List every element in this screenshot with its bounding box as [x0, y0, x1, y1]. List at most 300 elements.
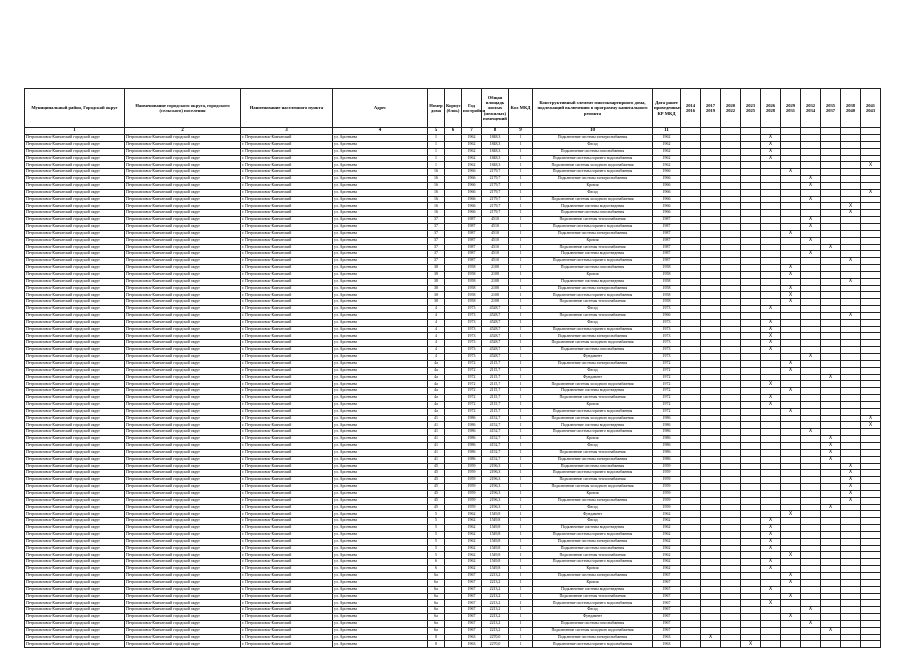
period-cell-4 — [741, 217, 761, 224]
period-cell-3 — [721, 573, 741, 580]
block-cell — [445, 319, 462, 326]
period-cell-4 — [741, 531, 761, 538]
period-cell-4 — [741, 333, 761, 340]
locality-cell: г. Петропавловск-Камчатский — [241, 429, 333, 436]
area-cell: 4152,7 — [482, 436, 509, 443]
build-year-cell: 1987 — [462, 217, 482, 224]
period-cell-4 — [741, 169, 761, 176]
prior-repair-date-cell: 1958 — [653, 271, 681, 278]
period-cell-1 — [681, 271, 701, 278]
period-cell-10 — [861, 374, 881, 381]
period-cell-4 — [741, 347, 761, 354]
locality-cell: г. Петропавловск-Камчатский — [241, 360, 333, 367]
settlement-cell: Петропавловск-Камчатский городской округ — [125, 504, 241, 511]
element-cell: Подключение системы теплоснабжения — [533, 552, 653, 559]
settlement-cell: Петропавловск-Камчатский городской округ — [125, 162, 241, 169]
period-cell-3 — [721, 278, 741, 285]
district-cell: Петропавловск-Камчатский городской округ — [25, 367, 125, 374]
settlement-cell: Петропавловск-Камчатский городской округ — [125, 429, 241, 436]
address-cell: ул. Арсеньева — [333, 319, 428, 326]
period-cell-6 — [781, 217, 801, 224]
settlement-cell: Петропавловск-Камчатский городской округ — [125, 559, 241, 566]
district-cell: Петропавловск-Камчатский городской округ — [25, 415, 125, 422]
house-number-cell: 4 — [428, 347, 445, 354]
period-cell-6 — [781, 600, 801, 607]
period-cell-9 — [841, 155, 861, 162]
settlement-cell: Петропавловск-Камчатский городской округ — [125, 223, 241, 230]
element-cell: Фасад — [533, 319, 653, 326]
period-cell-4 — [741, 265, 761, 272]
mkd-count-cell: 1 — [509, 627, 533, 634]
period-cell-6 — [781, 614, 801, 621]
period-cell-10 — [861, 148, 881, 155]
mkd-count-cell: 1 — [509, 579, 533, 586]
repair-mark: X — [768, 154, 773, 161]
period-cell-9 — [841, 162, 861, 169]
area-cell: 1549,8 — [482, 531, 509, 538]
house-number-cell: 38 — [428, 265, 445, 272]
period-cell-4 — [741, 148, 761, 155]
house-number-cell: 45 — [428, 484, 445, 491]
period-cell-7 — [801, 271, 821, 278]
period-cell-1 — [681, 333, 701, 340]
period-cell-10 — [861, 258, 881, 265]
locality-cell: г. Петропавловск-Камчатский — [241, 223, 333, 230]
period-cell-3 — [721, 265, 741, 272]
build-year-cell: 1958 — [462, 285, 482, 292]
house-number-cell: 6 — [428, 566, 445, 573]
period-cell-7 — [801, 299, 821, 306]
area-cell: 4152,7 — [482, 415, 509, 422]
period-cell-9 — [841, 538, 861, 545]
district-cell: Петропавловск-Камчатский городской округ — [25, 620, 125, 627]
settlement-cell: Петропавловск-Камчатский городской округ — [125, 545, 241, 552]
period-cell-4 — [741, 545, 761, 552]
locality-cell: г. Петропавловск-Камчатский — [241, 217, 333, 224]
period-cell-7 — [801, 436, 821, 443]
period-cell-2 — [701, 415, 721, 422]
mkd-count-cell: 1 — [509, 217, 533, 224]
prior-repair-date-cell: 1962 — [653, 545, 681, 552]
element-cell: Подключение системы электроснабжения — [533, 285, 653, 292]
settlement-cell: Петропавловск-Камчатский городской округ — [125, 333, 241, 340]
address-cell: ул. Арсеньева — [333, 196, 428, 203]
prior-repair-date-cell: 1986 — [653, 449, 681, 456]
district-cell: Петропавловск-Камчатский городской округ — [25, 586, 125, 593]
locality-cell: г. Петропавловск-Камчатский — [241, 511, 333, 518]
period-cell-5 — [761, 627, 781, 634]
element-cell: Подключение системы электроснабжения — [533, 634, 653, 641]
prior-repair-date-cell: 1972 — [653, 374, 681, 381]
period-cell-2 — [701, 162, 721, 169]
period-cell-6 — [781, 477, 801, 484]
build-year-cell: 1986 — [462, 429, 482, 436]
period-cell-5 — [761, 497, 781, 504]
period-cell-4 — [741, 525, 761, 532]
locality-cell: г. Петропавловск-Камчатский — [241, 196, 333, 203]
period-cell-7 — [801, 395, 821, 402]
area-cell: 2115,7 — [482, 395, 509, 402]
table-row — [25, 579, 881, 586]
element-cell: Подключение системы горячего водоснабжения — [533, 429, 653, 436]
period-cell-2 — [701, 354, 721, 361]
district-cell: Петропавловск-Камчатский городской округ — [25, 162, 125, 169]
period-cell-5 — [761, 634, 781, 641]
period-cell-1 — [681, 579, 701, 586]
area-cell: 2213,2 — [482, 573, 509, 580]
table-row — [25, 607, 881, 614]
locality-cell: г. Петропавловск-Камчатский — [241, 265, 333, 272]
period-cell-2 — [701, 497, 721, 504]
block-cell — [445, 641, 462, 648]
address-cell: ул. Арсеньева — [333, 634, 428, 641]
period-cell-8 — [821, 552, 841, 559]
district-cell: Петропавловск-Камчатский городской округ — [25, 203, 125, 210]
period-cell-5 — [761, 217, 781, 224]
period-cell-3 — [721, 182, 741, 189]
element-cell: Кровля — [533, 436, 653, 443]
table-row — [25, 381, 881, 388]
house-number-cell: 41 — [428, 415, 445, 422]
house-number-cell: 5 — [428, 552, 445, 559]
period-cell-10 — [861, 162, 881, 169]
build-year-cell: 1987 — [462, 258, 482, 265]
table-row — [25, 189, 881, 196]
period-cell-9 — [841, 265, 861, 272]
element-cell: Кровля — [533, 490, 653, 497]
address-cell: ул. Арсеньева — [333, 155, 428, 162]
period-cell-5 — [761, 155, 781, 162]
table-row — [25, 388, 881, 395]
element-cell: Фасад — [533, 306, 653, 313]
period-cell-3 — [721, 408, 741, 415]
block-cell — [445, 559, 462, 566]
repair-mark: X — [708, 633, 713, 640]
prior-repair-date-cell: 1959 — [653, 463, 681, 470]
period-cell-8 — [821, 545, 841, 552]
period-cell-1 — [681, 141, 701, 148]
period-cell-1 — [681, 511, 701, 518]
repair-mark: X — [848, 209, 853, 216]
area-cell: 2213,2 — [482, 620, 509, 627]
period-cell-1 — [681, 265, 701, 272]
period-cell-6 — [781, 388, 801, 395]
area-cell: 2213,2 — [482, 614, 509, 621]
period-cell-1 — [681, 552, 701, 559]
locality-cell: г. Петропавловск-Камчатский — [241, 292, 333, 299]
period-cell-6 — [781, 299, 801, 306]
table-row — [25, 442, 881, 449]
prior-repair-date-cell: 1966 — [653, 196, 681, 203]
period-cell-10 — [861, 381, 881, 388]
period-cell-4 — [741, 395, 761, 402]
house-number-cell: 4 — [428, 333, 445, 340]
period-cell-10 — [861, 251, 881, 258]
period-cell-4 — [741, 579, 761, 586]
period-cell-10 — [861, 217, 881, 224]
period-cell-9 — [841, 148, 861, 155]
period-cell-1 — [681, 203, 701, 210]
prior-repair-date-cell: 1987 — [653, 244, 681, 251]
column-number-7: 7 — [462, 128, 482, 135]
area-cell: 1848,3 — [482, 135, 509, 142]
address-cell: ул. Арсеньева — [333, 176, 428, 183]
period-cell-4 — [741, 484, 761, 491]
period-cell-6 — [781, 415, 801, 422]
period-cell-4 — [741, 258, 761, 265]
period-cell-4 — [741, 381, 761, 388]
house-number-cell: 45 — [428, 470, 445, 477]
period-cell-9 — [841, 579, 861, 586]
period-cell-7 — [801, 456, 821, 463]
address-cell: ул. Арсеньева — [333, 367, 428, 374]
period-cell-2 — [701, 614, 721, 621]
district-cell: Петропавловск-Камчатский городской округ — [25, 579, 125, 586]
block-cell — [445, 148, 462, 155]
period-cell-6 — [781, 408, 801, 415]
period-cell-5 — [761, 477, 781, 484]
area-cell: 4528,7 — [482, 326, 509, 333]
period-cell-2 — [701, 278, 721, 285]
period-cell-5 — [761, 360, 781, 367]
period-cell-3 — [721, 552, 741, 559]
period-cell-9 — [841, 223, 861, 230]
period-cell-10 — [861, 456, 881, 463]
area-cell: 2115,7 — [482, 360, 509, 367]
area-cell: 1848,3 — [482, 148, 509, 155]
period-cell-10 — [861, 531, 881, 538]
element-cell: Подключение системы газоснабжения — [533, 210, 653, 217]
period-cell-10 — [861, 388, 881, 395]
block-cell — [445, 504, 462, 511]
repair-mark: X — [768, 147, 773, 154]
period-cell-2 — [701, 135, 721, 142]
address-cell: ул. Арсеньева — [333, 497, 428, 504]
period-cell-8 — [821, 258, 841, 265]
area-cell: 1549,8 — [482, 538, 509, 545]
address-cell: ул. Арсеньева — [333, 477, 428, 484]
table-row — [25, 470, 881, 477]
table-body — [25, 135, 881, 648]
column-header-1: Муниципальный район, Городской округ — [25, 89, 125, 128]
house-number-cell: 4а — [428, 381, 445, 388]
block-cell — [445, 620, 462, 627]
period-cell-4 — [741, 230, 761, 237]
period-cell-4 — [741, 490, 761, 497]
house-number-cell: 37 — [428, 230, 445, 237]
district-cell: Петропавловск-Камчатский городской округ — [25, 429, 125, 436]
period-cell-7 — [801, 463, 821, 470]
build-year-cell: 1986 — [462, 415, 482, 422]
block-cell — [445, 422, 462, 429]
period-cell-8 — [821, 456, 841, 463]
prior-repair-date-cell: 1972 — [653, 401, 681, 408]
period-cell-8 — [821, 354, 841, 361]
repair-mark: X — [828, 442, 833, 449]
period-cell-10 — [861, 545, 881, 552]
period-cell-3 — [721, 189, 741, 196]
area-cell: 2270,0 — [482, 641, 509, 648]
period-cell-10 — [861, 237, 881, 244]
house-number-cell: 16 — [428, 169, 445, 176]
repair-mark: X — [808, 216, 813, 223]
build-year-cell: 1962 — [462, 525, 482, 532]
repair-mark: X — [828, 503, 833, 510]
column-header-10: Конструктивный элемент многоквартирного дома, подлежащий включению в программу капитального ремонта — [533, 89, 653, 128]
district-cell: Петропавловск-Камчатский городской округ — [25, 559, 125, 566]
period-cell-3 — [721, 340, 741, 347]
area-cell: 4528,7 — [482, 347, 509, 354]
address-cell: ул. Арсеньева — [333, 545, 428, 552]
period-cell-5 — [761, 442, 781, 449]
address-cell: ул. Арсеньева — [333, 292, 428, 299]
address-cell: ул. Арсеньева — [333, 531, 428, 538]
period-cell-10 — [861, 552, 881, 559]
mkd-count-cell: 1 — [509, 340, 533, 347]
area-cell: 2213,2 — [482, 627, 509, 634]
period-cell-6 — [781, 182, 801, 189]
period-cell-7 — [801, 182, 821, 189]
period-cell-7 — [801, 573, 821, 580]
table-row — [25, 422, 881, 429]
period-cell-9 — [841, 429, 861, 436]
district-cell: Петропавловск-Камчатский городской округ — [25, 278, 125, 285]
period-cell-9 — [841, 401, 861, 408]
locality-cell: г. Петропавловск-Камчатский — [241, 415, 333, 422]
period-cell-7 — [801, 518, 821, 525]
block-cell — [445, 155, 462, 162]
period-cell-4 — [741, 326, 761, 333]
period-cell-8 — [821, 374, 841, 381]
period-cell-7 — [801, 265, 821, 272]
settlement-cell: Петропавловск-Камчатский городской округ — [125, 148, 241, 155]
build-year-cell: 1967 — [462, 586, 482, 593]
period-cell-2 — [701, 593, 721, 600]
locality-cell: г. Петропавловск-Камчатский — [241, 169, 333, 176]
house-number-cell: 45 — [428, 463, 445, 470]
element-cell: Подключение системы холодного водоснабжения — [533, 381, 653, 388]
period-cell-8 — [821, 333, 841, 340]
house-number-cell: 45 — [428, 490, 445, 497]
address-cell: ул. Арсеньева — [333, 470, 428, 477]
period-cell-5 — [761, 545, 781, 552]
element-cell: Подключение системы теплоснабжения — [533, 312, 653, 319]
house-number-cell: 1 — [428, 148, 445, 155]
mkd-count-cell: 1 — [509, 210, 533, 217]
address-cell: ул. Арсеньева — [333, 141, 428, 148]
prior-repair-date-cell: 1987 — [653, 217, 681, 224]
area-cell: 2213,2 — [482, 600, 509, 607]
element-cell: Подключение системы горячего водоснабжения — [533, 292, 653, 299]
block-cell — [445, 388, 462, 395]
period-cell-7 — [801, 408, 821, 415]
locality-cell: г. Петропавловск-Камчатский — [241, 141, 333, 148]
build-year-cell: 1962 — [462, 559, 482, 566]
period-cell-7 — [801, 285, 821, 292]
period-cell-1 — [681, 223, 701, 230]
district-cell: Петропавловск-Камчатский городской округ — [25, 340, 125, 347]
period-cell-2 — [701, 566, 721, 573]
table-row — [25, 614, 881, 621]
prior-repair-date-cell: 1972 — [653, 388, 681, 395]
table-row — [25, 354, 881, 361]
period-cell-4 — [741, 518, 761, 525]
repair-mark: X — [768, 339, 773, 346]
repair-mark: X — [768, 346, 773, 353]
mkd-count-cell: 1 — [509, 634, 533, 641]
district-cell: Петропавловск-Камчатский городской округ — [25, 285, 125, 292]
prior-repair-date-cell: 1966 — [653, 210, 681, 217]
table-row — [25, 333, 881, 340]
period-cell-5 — [761, 641, 781, 648]
table-row — [25, 237, 881, 244]
block-cell — [445, 244, 462, 251]
settlement-cell: Петропавловск-Камчатский городской округ — [125, 265, 241, 272]
period-cell-5 — [761, 408, 781, 415]
period-cell-1 — [681, 395, 701, 402]
period-cell-9 — [841, 449, 861, 456]
period-cell-2 — [701, 607, 721, 614]
house-number-cell: 16 — [428, 210, 445, 217]
period-cell-3 — [721, 614, 741, 621]
period-cell-7 — [801, 593, 821, 600]
element-cell: Подключение системы электроснабжения — [533, 135, 653, 142]
area-cell: 4510 — [482, 217, 509, 224]
period-cell-2 — [701, 531, 721, 538]
block-cell — [445, 607, 462, 614]
period-cell-10 — [861, 449, 881, 456]
build-year-cell: 1962 — [462, 518, 482, 525]
period-cell-6 — [781, 135, 801, 142]
district-cell: Петропавловск-Камчатский городской округ — [25, 470, 125, 477]
mkd-count-cell: 1 — [509, 203, 533, 210]
block-cell — [445, 162, 462, 169]
block-cell — [445, 312, 462, 319]
period-cell-3 — [721, 579, 741, 586]
period-cell-10 — [861, 442, 881, 449]
prior-repair-date-cell: 1962 — [653, 566, 681, 573]
prior-repair-date-cell: 1967 — [653, 573, 681, 580]
address-cell: ул. Арсеньева — [333, 511, 428, 518]
locality-cell: г. Петропавловск-Камчатский — [241, 271, 333, 278]
table-row — [25, 484, 881, 491]
repair-mark: X — [768, 318, 773, 325]
period-cell-2 — [701, 360, 721, 367]
period-cell-6 — [781, 148, 801, 155]
address-cell: ул. Арсеньева — [333, 449, 428, 456]
block-cell — [445, 285, 462, 292]
period-cell-1 — [681, 326, 701, 333]
period-cell-10 — [861, 518, 881, 525]
block-cell — [445, 141, 462, 148]
period-cell-4 — [741, 559, 761, 566]
repair-mark: X — [848, 469, 853, 476]
period-cell-7 — [801, 155, 821, 162]
house-number-cell: 4 — [428, 354, 445, 361]
house-number-cell: 41 — [428, 442, 445, 449]
prior-repair-date-cell: 1959 — [653, 504, 681, 511]
period-cell-1 — [681, 497, 701, 504]
period-cell-10 — [861, 504, 881, 511]
locality-cell: г. Петропавловск-Камчатский — [241, 340, 333, 347]
period-cell-1 — [681, 484, 701, 491]
period-cell-4 — [741, 593, 761, 600]
repair-mark: X — [808, 223, 813, 230]
prior-repair-date-cell: 1962 — [653, 518, 681, 525]
district-cell: Петропавловск-Камчатский городской округ — [25, 360, 125, 367]
settlement-cell: Петропавловск-Камчатский городской округ — [125, 449, 241, 456]
house-number-cell: 4 — [428, 340, 445, 347]
